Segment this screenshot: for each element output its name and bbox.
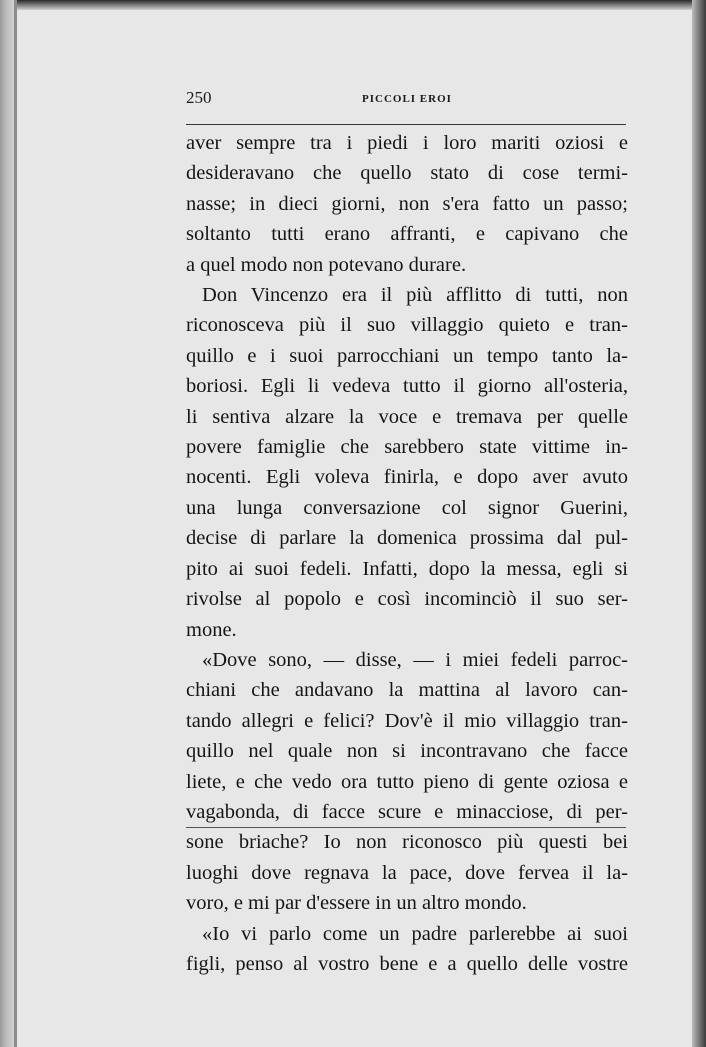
text-line: liete, e che vedo ora tutto pieno di gente oziosa e [186,770,628,793]
page-right-edge [692,0,706,1047]
text-line: «Dove sono, — disse, — i miei fedeli parroc- [202,648,628,671]
text-line: vagabonda, di facce scure e minacciose, di per- [186,800,628,823]
text-line: luoghi dove regnava la pace, dove fervea il la- [186,861,628,884]
text-line: pito ai suoi fedeli. Infatti, dopo la messa, egli si [186,557,628,580]
text-line: povere famiglie che sarebbero state vittime in- [186,436,628,459]
body-text [186,128,628,979]
text-line: aver sempre tra i piedi i loro mariti oziosi e [186,132,628,154]
text-line: voro, e mi par d'essere in un altro mondo. [186,892,527,915]
running-title: PICCOLI EROI [362,93,452,105]
text-line: nocenti. Egli voleva finirla, e dopo aver avuto [186,466,628,489]
page-top-edge [0,0,706,10]
text-line: sone briache? Io non riconosco più questi bei [186,831,628,854]
header-rule [186,124,626,125]
page-number: 250 [186,88,212,107]
text-line: decise di parlare la domenica prossima dal pul- [186,527,628,550]
page-binding-edge [0,0,16,1047]
text-line: rivolse al popolo e così incominciò il suo ser- [186,588,628,611]
text-line: soltanto tutti erano affranti, e capivano che [186,223,628,246]
text-line: «Io vi parlo come un padre parlerebbe ai suoi [202,922,628,945]
text-line: boriosi. Egli li vedeva tutto il giorno all'osteria, [186,375,628,398]
text-line: quillo e i suoi parrocchiani un tempo tanto la- [186,344,628,367]
text-line: chiani che andavano la mattina al lavoro can- [186,679,628,702]
text-line: li sentiva alzare la voce e tremava per quelle [186,405,628,428]
text-line: figli, penso al vostro bene e a quello delle vostre [186,952,628,975]
text-line: nasse; in dieci giorni, non s'era fatto un passo; [186,192,628,215]
paragraph-rule [186,827,626,828]
text-line: mone. [186,618,237,641]
text-line: Don Vincenzo era il più afflitto di tutti, non [202,284,628,307]
text-line: quillo nel quale non si incontravano che facce [186,740,628,763]
page-header [186,84,626,114]
text-line: tando allegri e felici? Dov'è il mio villaggio tran- [186,709,628,732]
text-line: riconosceva più il suo villaggio quieto e tran- [186,314,628,337]
text-line: a quel modo non potevano durare. [186,253,467,276]
text-line: desideravano che quello stato di cose termi- [186,162,628,185]
text-line: una lunga conversazione col signor Guerini, [186,496,628,519]
